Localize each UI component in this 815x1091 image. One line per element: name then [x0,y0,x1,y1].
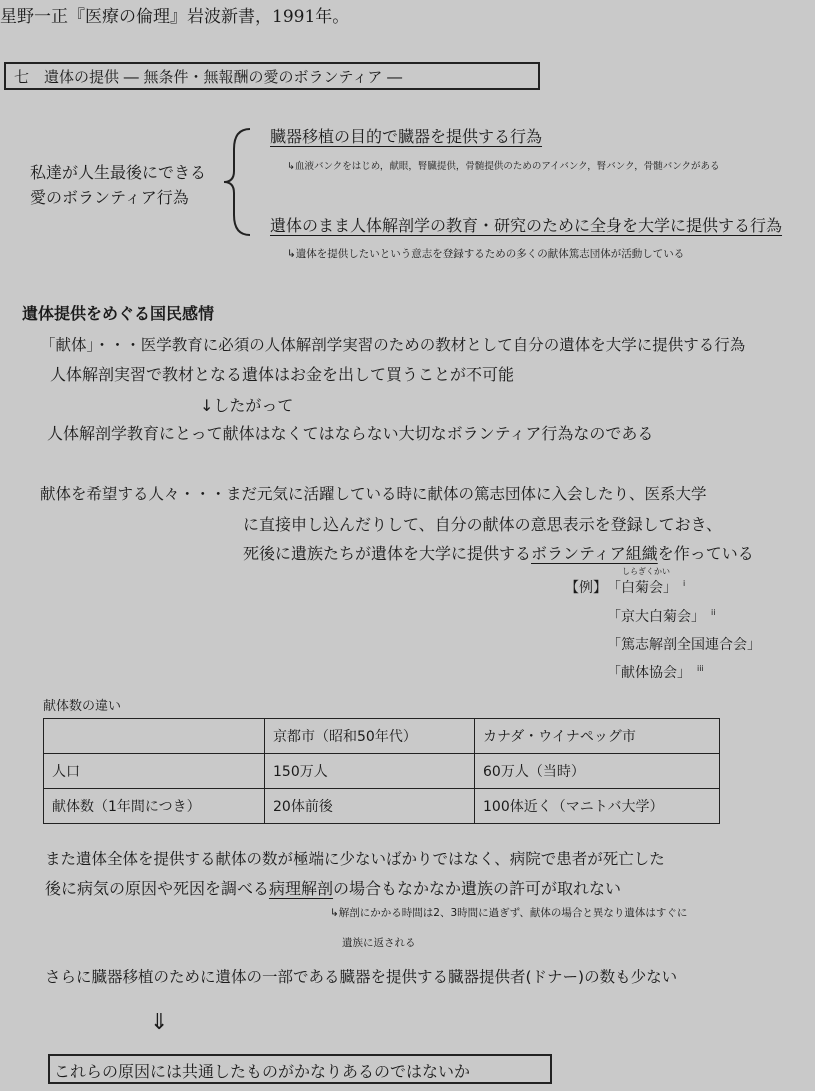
left-label-line2: 愛のボランティア行為 [30,188,189,207]
note-mark-iii: iii [697,664,704,674]
para2-line3-post: を作っている [657,544,754,563]
table-cell: 人口 [44,754,265,789]
example-item-2-text: 「京大白菊会」 [607,609,705,625]
table-cell: 20体前後 [265,789,475,824]
table-row [44,789,720,824]
para2-line2: に直接申し込んだりして、自分の献体の意思表示を登録しておき、 [243,515,723,534]
para3-note1: ↳解剖にかかる時間は2、3時間に過ぎず、献体の場合と異なり遺体はすぐに [330,907,688,919]
table-cell: 150万人 [265,754,475,789]
para3-note2: 遺族に返される [342,937,416,949]
example-item-1 [607,577,685,597]
double-down-arrow-icon: ⇓ [150,1010,169,1035]
table-caption: 献体数の違い [43,699,122,714]
example-label: 【例】 [565,580,607,596]
table-header-winnipeg: カナダ・ウイナペッグ市 [475,719,720,754]
heading: 遺体提供をめぐる国民感情 [22,304,215,323]
curly-brace-icon [222,125,262,240]
branch2-note: ↳遺体を提供したいという意志を登録するための多くの献体篤志団体が活動している [287,248,685,260]
line-a: 人体解剖実習で教材となる遺体はお金を出して買うことが不可能 [50,365,515,384]
para3-line1: また遺体全体を提供する献体の数が極端に少ないばかりではなく、病院で患者が死亡した [45,850,665,868]
line-b: ↓したがって [200,396,294,415]
table-row [44,719,720,754]
example-item-3: 「篤志解剖全国連合会」 [607,637,761,653]
example-ruby: しらぎくかい [622,567,670,576]
branch1-note: ↳血液バンクをはじめ，献眼，腎臓提供，骨髄提供のためのアイバンク，腎バンク，骨髄バンクがある [287,161,720,172]
example-item-2 [607,606,715,626]
kentai-definition: 「献体」・・・医学教育に必須の人体解剖学実習のための教材として自分の遺体を大学に提供する行為 [40,336,746,354]
conclusion: これらの原因には共通したものがかなりあるのではないか [54,1062,471,1081]
para3-line2-pre: 後に病気の原因や死因を調べる [45,879,270,898]
table-header-empty [44,719,265,754]
left-label-line1: 私達が人生最後にできる [30,163,207,182]
table-cell: 100体近く（マニトバ大学） [475,789,720,824]
branch2-text: 遺体のまま人体解剖学の教育・研究のために全身を大学に提供する行為 [270,216,783,235]
citation: 星野一正『医療の倫理』岩波新書，1991年。 [0,7,350,27]
line-c: 人体解剖学教育にとって献体はなくてはならない大切なボランティア行為なのである [47,424,654,443]
example-item-4-text: 「献体協会」 [607,665,691,681]
table-header-kyoto: 京都市（昭和50年代） [265,719,475,754]
section-title: 七 遺体の提供 ― 無条件・無報酬の愛のボランティア ― [14,68,403,86]
table-row [44,754,720,789]
para2-line3-pre: 死後に遺族たちが遺体を大学に提供する [243,544,532,563]
section-title-box [4,62,540,90]
para2-line1: 献体を希望する人々・・・まだ元気に活躍している時に献体の篤志団体に入会したり、医系大学 [40,485,707,503]
comparison-table [43,718,720,824]
note-mark-i: i [683,579,686,589]
pathology-autopsy: 病理解剖 [269,879,334,898]
para2-line3 [243,541,754,564]
para3-line2-post: の場合もなかなか遺族の許可が取れない [333,879,622,898]
para3-line2 [45,876,621,899]
conclusion-box [48,1054,552,1084]
table-cell: 献体数（1年間につき） [44,789,265,824]
example-item-1-text: 「白菊会」 [607,580,677,596]
volunteer-org: ボランティア組織 [531,544,658,563]
line-d: さらに臓器移植のために遺体の一部である臓器を提供する臓器提供者(ドナー)の数も少ない [45,968,678,986]
example-item-4 [607,662,704,682]
branch1-text: 臓器移植の目的で臓器を提供する行為 [270,127,543,146]
note-mark-ii: ii [711,608,716,618]
table-cell: 60万人（当時） [475,754,720,789]
